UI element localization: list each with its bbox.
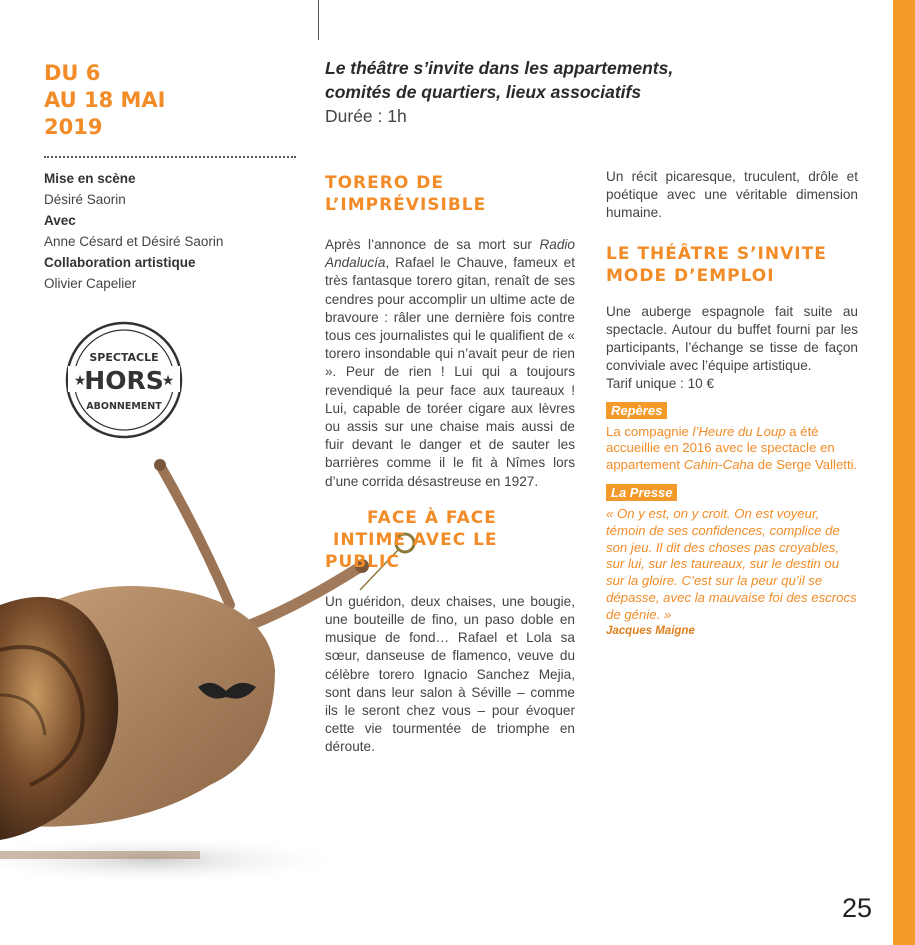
header-line-2: comités de quartiers, lieux associatifs xyxy=(325,82,642,102)
middle-column xyxy=(325,172,575,757)
text-run: a été accueillie en 2016 avec le spectacle en appartement xyxy=(606,423,835,473)
star-icon: ★ xyxy=(161,372,175,388)
reperes-text xyxy=(606,424,858,474)
reperes-tag: Repères xyxy=(606,402,667,419)
title-line: INTIME AVEC LE xyxy=(333,529,498,550)
mode-emploi-paragraph: Une auberge espagnole fait suite au spectacle. Autour du buffet fourni par les participants, l’échange se tisse de façon conviviale avec l’équipe artistique. xyxy=(606,303,858,374)
face-a-face-paragraph: Un guéridon, deux chaises, une bougie, une bouteille de fino, un paso doble en musique de fond… Rafael et Lola sa sœur, danseuse de flamenco, veuve du célèbre torero Ignacio Sanchez Mejia, sont dans leur salon à Séville – comme ils le seront chez vous – pour évoquer cette vie tourmentée de triomphe en déroute. xyxy=(325,593,575,755)
company-name: l’Heure du Loup xyxy=(692,423,786,439)
date-line-1: DU 6 xyxy=(44,61,101,85)
radio-name: Radio Andalucía xyxy=(325,237,575,271)
title-line: FACE À FACE xyxy=(367,507,497,528)
duration: Durée : 1h xyxy=(325,106,407,126)
quote-author: Jacques Maigne xyxy=(606,624,695,637)
credit-label: Avec xyxy=(44,213,76,228)
section-title-mode-emploi xyxy=(606,243,858,287)
presse-tag: La Presse xyxy=(606,484,677,501)
title-line: MODE D’EMPLOI xyxy=(606,265,775,286)
title-line: TORERO DE xyxy=(325,173,444,193)
title-line: L’IMPRÉVISIBLE xyxy=(325,195,487,215)
text-run: de Serge Valletti. xyxy=(754,457,858,473)
credits xyxy=(44,168,304,294)
header-line-1: Le théâtre s’invite dans les appartements, xyxy=(325,58,674,78)
star-icon: ★ xyxy=(73,372,87,388)
show-header xyxy=(325,56,795,128)
credit-value: Olivier Capelier xyxy=(44,276,137,291)
stamp-middle-text: HORS xyxy=(84,366,164,395)
text-run: Après l’annonce de sa mort sur xyxy=(325,237,540,252)
stamp-bottom-text: ABONNEMENT xyxy=(86,401,162,412)
section-title-face-a-face xyxy=(325,507,575,573)
top-divider xyxy=(318,0,319,40)
section-title-torero xyxy=(325,172,575,216)
credit-label: Collaboration artistique xyxy=(44,255,196,270)
hors-abonnement-stamp xyxy=(58,318,190,442)
stamp-top-text: SPECTACLE xyxy=(89,351,159,364)
date-range xyxy=(44,60,244,141)
credit-label: Mise en scène xyxy=(44,171,136,186)
torero-paragraph xyxy=(325,236,575,491)
credit-value: Désiré Saorin xyxy=(44,192,126,207)
dotted-divider xyxy=(44,156,296,158)
date-line-3: 2019 xyxy=(44,115,103,139)
text-run: La compagnie xyxy=(606,423,693,439)
show-name: Cahin-Caha xyxy=(683,457,755,473)
right-column xyxy=(606,168,858,639)
press-quote: « On y est, on y croit. On est voyeur, témoin de ses confidences, complice de son jeu. Il dit des choses pas croyables, sur lui, sur les taureaux, sur le destin ou sur la gloire. C’est sur la peur qu’il se dépasse, avec la mauvaise foi des escrocs de génie. » xyxy=(606,506,857,622)
date-line-2: AU 18 MAI xyxy=(44,88,166,112)
intro-paragraph: Un récit picaresque, truculent, drôle et poétique avec une véritable dimension humaine. xyxy=(606,169,858,221)
tarif: Tarif unique : 10 € xyxy=(606,376,715,392)
orange-edge-bar xyxy=(893,0,915,945)
text-run: , Rafael le Chauve, fameux et très fantasque torero gitan, renaît de ses cendres pour accomplir un ultime acte de bravoure : râler une dernière fois contre tous ces journalistes qui le qualifient de « torero insondable qui n’avait peur de rien ». Peur de rien ! Lui qui a toujours revendiqué la peur face aux taureaux ! Lui, capable de toréer cigare aux lèvres ou assis sur une chaise mais aussi de fuir devant le danger et de sauter les barrières comme il le fit à Nîmes lors d’une corrida désastreuse en 1927. xyxy=(325,255,575,489)
title-line: PUBLIC xyxy=(325,551,400,572)
page-number: 25 xyxy=(842,893,873,923)
title-line: LE THÉÂTRE S’INVITE xyxy=(606,243,827,264)
credit-value: Anne Césard et Désiré Saorin xyxy=(44,234,224,249)
